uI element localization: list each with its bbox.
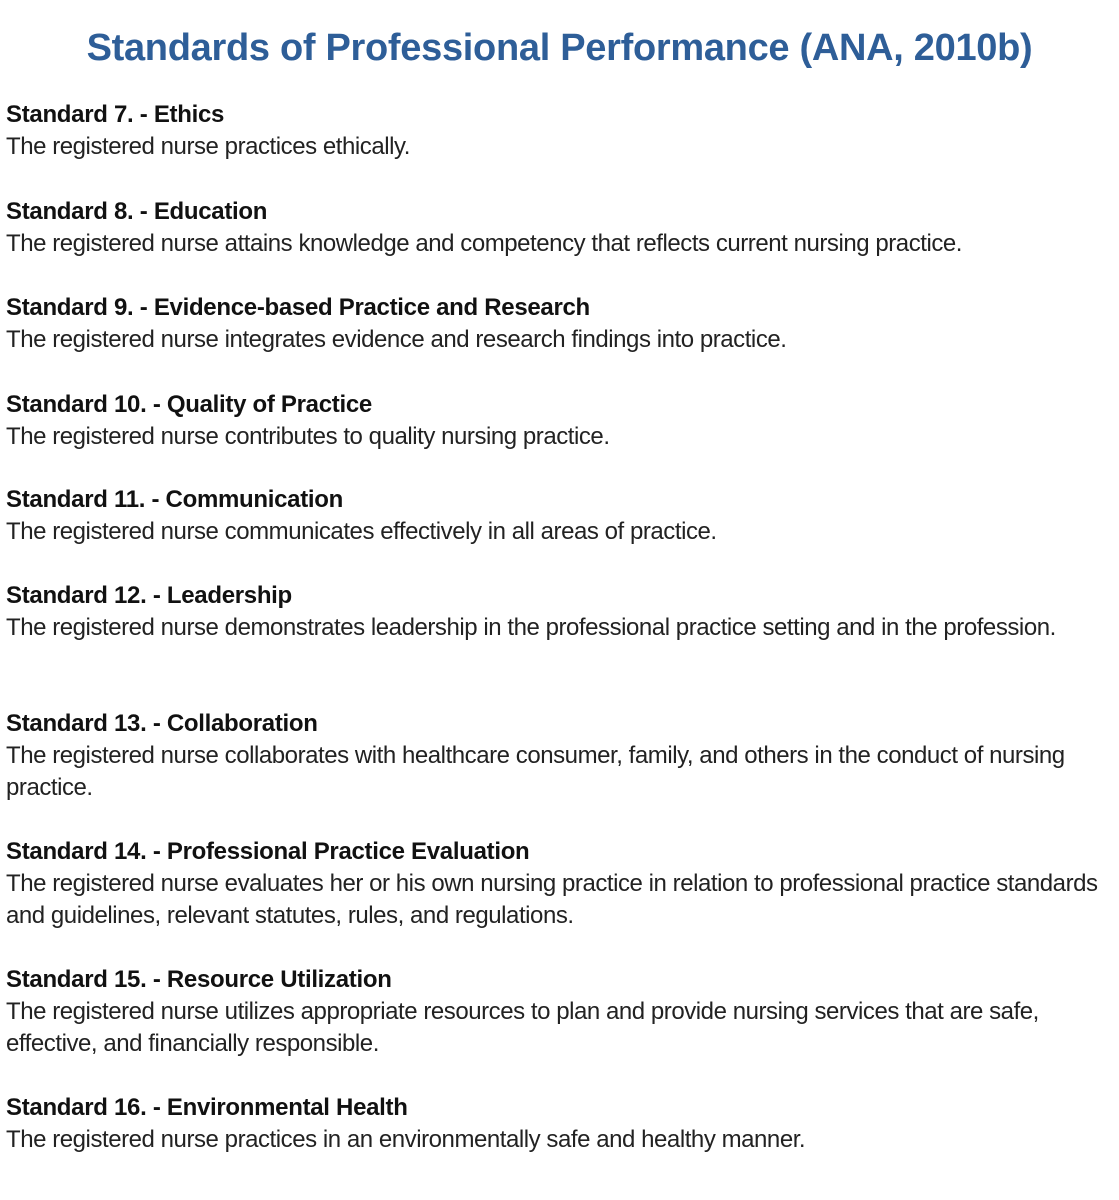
standard-title: Standard 9. - Evidence-based Practice and Research: [6, 294, 590, 321]
standard-description: The registered nurse integrates evidence and research findings into practice.: [6, 326, 787, 353]
standard-title: Standard 11. - Communication: [6, 486, 343, 513]
standard-title: Standard 16. - Environmental Health: [6, 1094, 408, 1121]
standard-title: Standard 12. - Leadership: [6, 582, 292, 609]
standard-14: [6, 835, 1114, 932]
standard-10: [6, 388, 1114, 453]
standard-description: The registered nurse attains knowledge and competency that reflects current nursing practice.: [6, 230, 963, 257]
standard-11: [6, 483, 1114, 548]
standard-title: Standard 14. - Professional Practice Evaluation: [6, 838, 530, 865]
standard-title: Standard 8. - Education: [6, 198, 268, 225]
standard-description: The registered nurse utilizes appropriate resources to plan and provide nursing services that are safe, effective, and financially responsible.: [6, 998, 1039, 1057]
standard-15: [6, 963, 1114, 1060]
standard-description: The registered nurse communicates effectively in all areas of practice.: [6, 518, 717, 545]
standard-description: The registered nurse demonstrates leadership in the professional practice setting and in the profession.: [6, 614, 1056, 641]
standard-description: The registered nurse practices ethically.: [6, 133, 410, 160]
standard-description: The registered nurse collaborates with healthcare consumer, family, and others in the conduct of nursing practice.: [6, 742, 1065, 801]
standard-12: [6, 579, 1114, 644]
standard-title: Standard 15. - Resource Utilization: [6, 966, 392, 993]
standard-title: Standard 10. - Quality of Practice: [6, 391, 372, 418]
standard-9: [6, 291, 1114, 356]
standard-7: [6, 98, 1114, 163]
standard-description: The registered nurse contributes to quality nursing practice.: [6, 423, 610, 450]
standard-description: The registered nurse evaluates her or his own nursing practice in relation to professional practice standards and guidelines, relevant statutes, rules, and regulations.: [6, 870, 1098, 929]
standard-title: Standard 13. - Collaboration: [6, 710, 318, 737]
page-title: Standards of Professional Performance (ANA, 2010b): [86, 27, 1033, 69]
standard-8: [6, 195, 1114, 260]
standard-description: The registered nurse practices in an environmentally safe and healthy manner.: [6, 1126, 806, 1153]
standard-13: [6, 707, 1114, 804]
standard-title: Standard 7. - Ethics: [6, 101, 225, 128]
standard-16: [6, 1091, 1114, 1156]
